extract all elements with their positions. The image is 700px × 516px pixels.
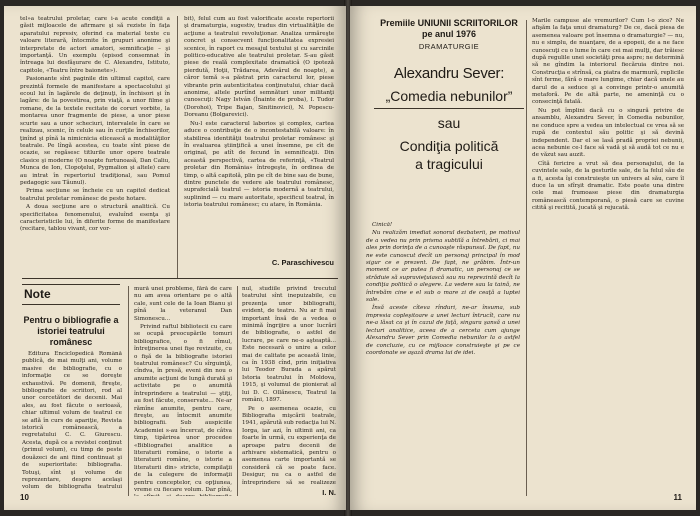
note-label: Note: [22, 284, 120, 305]
note-title: Pentru o bibliografie a istoriei teatrului românesc: [23, 315, 119, 347]
paragraph: Însă aceste cîteva rînduri, ne-ar însuma, sub impresia copleşitoare a unei lecturi întrucît, care nu ne-a lăsat ca şi în cazul de faţă, singura şansă a unei lecturi analitice, aceea de a cerceta cum ajunge Alexandru Sever prin Comedia nebunilor la o astfel de concluzie, cu ce mijloace construieşte şi pe ce coordonate se aşază drama lui de idei.: [366, 305, 520, 356]
page-number: 11: [673, 493, 682, 502]
column-divider: [237, 286, 238, 496]
paragraph: Nu pot împlini dacă cu o singură privire de ansamblu, Alexandru Sever, în Comedia nebunilor, ne conduce spre a vedea un intelectual ce vrea să se rupă de contextul său politic şi să devină independent. Dar el se lasă pradă propriei nebunii, acea nebunie ce-l face să vadă şi să audă tot ce nu e de văzut sau auzit.: [532, 107, 684, 159]
award-title: Premiile UNIUNII SCRIITORILOR: [380, 18, 518, 28]
article-header: [364, 18, 534, 172]
headline-subtitle-2: a tragicului: [415, 156, 483, 172]
note-section: [22, 284, 120, 356]
headline-rule: [374, 108, 524, 109]
paragraph: Pasionante sînt paginile din ultimul capitol, care prezintă formele de manifestare a spectacolului şi ecoul lui în lagărele de deţinuţi, în închisori şi în lagăre: de la povestirea, prin viaţă, a unor filme şi romane, de la textele recitate de coruri vorbite, la montarea unor fragmente de piese, a unor piese scurte sau a unor scheciuri, intervalele în care se realizau, scenic, în celule sau în curţile închisorilor, ţinînd şi pînă la nimicnicia elicească a modalităţilor teatrale. Pe lîngă acestea, cu toate sînt piese de ocazie, se regăsesc titlurile unor opere teatrale clasice şi moderne (O noapte furtunoasă, Dan Caliu, Munca de Ion, Clopoţelul, Pygmalion şi altele) care au intrat în repertoriul tradiţional, sau Pomul pedagogic sau Tăunul).: [20, 76, 170, 186]
paragraph: Editura Enciclopedică Română publică, de mai mulţi ani, volume masive de bibliografie, cu o informaţie ce se doreşte exhaustivă. Pe domenii, fireşte, bibliografie de scriitori, rod al unor cercetători de decenii. Mai ales, au fost făcute o serioasă, chiar ultimul volum de teatrul ce se află în curs de apariţie, Revista istorică românească, a regretatului C. C. Giurescu. Acesta, după ce a revistei conţinut (primul volum), cu timp de peste douăzeci de ani fiind continuat şi de superioritate: bibliografia. Totuşi, sînt şi volume de reprezentare, despre acelaşi volum de bibliografia teatrului: [22, 351, 122, 491]
paragraph: nul, studiile privind trecutul teatrului sînt inepuizabile, cu prezenţa unor bibliografii, evident, de teatru. Nu ar fi mai important însă de a vedea o minimă îngrijire a unor lucrări de bibliografie, o astfel de lucrare, pe care ne-o aşteaptă... Este necesară o unire a celor mai de calitate pe această linie, ca în 1938 cînd, prin iniţiativa lui Teodor Burada a apărut Istoria teatrului în Moldova, 1915, şi volumul de pionierat al lui D. C. Ollănescu, Teatrul la români, 1897.: [242, 286, 336, 404]
headline-joiner: sau: [437, 115, 461, 131]
paragraph: Pe o asemenea ocazie, cu Bibliografia mişcării teatrale, 1941, apărută sub redacţia lui N. Iorga, iar azi, în ultimii ani, ca foarte în urmă, cu experienţa de aproape patru decenii de arhivare sistematică, pentru o asemenea carte importantă se consideră că se poate face. Desigur, nu ca o astfel de întreprindere să se realizeze: [242, 405, 336, 486]
left-column-3: [134, 286, 232, 496]
paragraph: Nu-l este caracterul laborios şi complex, cartea aduce o contribuţie de o incontestabilă valoare: în stabilirea identităţii teatrului proletar românesc şi în evaluarea ştiinţifică a unei însemne, pe cît de original, pe atît de fecund în semnificaţii. Din această perspectivă, cartea de referinţă, «Teatrul proletar din România» întregeşte, în ordinea de timp, o altă capitolă, plin pe cît de bine sau de bune, dintre punctele de vedere ale teatrului românesc, suprafecială teatrul — istoria modernă a teatrului, suplinind — cu mare autoritate, specificul teatral, în istoria teatrului românesc; cu atare, în România.: [184, 120, 334, 209]
page-number: 10: [20, 493, 29, 502]
left-column-2: [184, 16, 334, 256]
paragraph: tel»a teatrului proletar, care i-a acute condiţii a găsit mijloacele de afirmare şi să reziste în faţa aparatului represiv, oferind ca material texte cu valoare literară, întocmite în grupuri anonime şi interpretate de actori amatori, semnificaţie – şi importanţă. Un exemplu (episod consemnat în întreaga lui desfăşurare de C. Alexandru, Istituto, capitole, «Teatru între baionete»).: [20, 16, 170, 74]
right-column-2: [532, 18, 684, 496]
award-year: pe anul 1976: [421, 29, 477, 39]
paragraph: Marile campuse ale vremurilor? Cum l-o zice? Ne afişăm la faţa unui dramaturg? De ce, dacă piesa de asemenea valoare pot însemna o dramaturgie? — nu, nu e simplu, de nuanţare, de a epopeii, de a ne face cunoscuţi cu o lume în care cei mai mulţi, dar trăiesc după regulile unei societăţi prea aspre; ne determină să ne gîndim la interiorul fiecăruia dintre noi. Construcţia e strînsă, ca piatra de marmură, replicile sînt ferme, fără o mare lungime, chiar dacă unele au darul de a seduce şi a convinge printr-o anumită metaforă. Pe de altă parte, ne ameninţă cu o consecinţă fatală.: [532, 18, 684, 106]
column-divider: [526, 20, 527, 496]
section-rule: [22, 278, 338, 279]
left-column-1: [20, 16, 170, 284]
paragraph: mură unei probleme, fără de care nu am avea orientare pe o altă cale, sunt cele de la Ioan Bianu şi pînă la veteranul Dan Simonescu...: [134, 286, 232, 322]
note-signature: I. N.: [322, 488, 336, 497]
headline-author: Alexandru Sever:: [393, 65, 505, 82]
left-page: [4, 6, 346, 510]
note-body: [22, 351, 122, 491]
paragraph: Prima secţiune se încheie cu un capitol dedicat teatrului proletar românesc de peste hotare.: [20, 188, 170, 202]
right-column-1: [366, 222, 520, 492]
right-page: [350, 6, 696, 510]
column-divider: [177, 16, 178, 278]
left-column-4: [242, 286, 336, 486]
headline-subtitle-1: Condiţia politică: [399, 138, 499, 154]
section-label: DRAMATURGIE: [418, 42, 480, 51]
paragraph: bit), felul cum au fost valorificate aceste repertorii şi dramaturgia, sugestiv, tradus din virtualităţile de acţiune a teatrului revoluţionar. Analiza urmăreşte concret şi consecvent funcţionalitatea expresiei scenice, în raport cu mesajul textului şi cu sarcinile politico-educative ale teatrului proletar. S-au găsit piese de reală complexitate dramatică (O ipoteză pierdută, Hoţii, Trădarea, Adevărul de noapte), a căror temă s-a păstrat prin caracterul lor, piese vibrante prin autenticitatea conţinutului, chiar dacă anonime, altele purtînd semnături unor militanţi cunoscuţi: Nagy István (Înainte de proba), I. Tudor (Dorohoi), Tripe Bajan, Sinitinovici), N. Popescu-Doreanu (Bolgarevici).: [184, 16, 334, 119]
headline-play: „Comedia nebunilor”: [385, 88, 513, 104]
column-divider: [128, 286, 129, 496]
paragraph: Privind raftul bibliotecii cu care se ocupă preocupările tomuri bibliografice, o fi rîmul, întreţinerea unei fişe revizuite, cu o fişă de la bibliografie istoriei teatrului românesc? Cu sîrguinţă, cîndva, în presă, eveni din nou o anumite acţiuni de lungă durată şi activitate pe o anumită întreprindere a teatrului — ştiţi, au fost făcute, conservate... Ne-ar rămîne anumite, pentru care, fireşte, au întocmit anumite bibliografii. Sub auspiciile Academiei s-au încercat, de câtva timp, tipărirea unor procedee «Bibliografiei analitice a literaturii române, o istorie a literaturii române, o istorie a literaturii din» stricte, compilaţii de la culegere de informaţii pentru conceptelor, cu opţiunea, vreme cu fiecare volum. Dar pînă,: [134, 324, 232, 493]
paragraph: A doua secţiune are o structură analitică. Cu specificitatea fenomenului, evaluînd esenţa şi caracteristicile lui, în diferite forme de manifestare (recitare, tablou vivant, cor vor-: [20, 204, 170, 233]
paragraph: Cîtă fericire a vrut să dea personajului, de la cuvintele sale, de la gesturile sale, de la felul său de a fi, acesta îşi construieşte un univers al său, care îl duce la un sfîrşit dramatic. Este poate una dintre cele mai frumoase piese din dramaturgia românească contemporană, o piesă care se cuvine citită şi recitită, jucată şi rejucată.: [532, 160, 684, 212]
review-signature: C. Paraschivescu: [271, 258, 334, 267]
paragraph: Nu realizăm imediat sonorul dezbaterii, pe motivul de a vedea nu prin prisma subtilă a întrebării, ci mai ales prin dorinţa de a cunoaşte răspunsul. De fapt, nu ne este cunoscut decît un personaj principal în mod sigur ce e prezent. De fapt, ne grăbim. Într-un moment ce ar putea fi dramatic, un personaj ce se străduie să supravieţuiască sau nu reprezintă decît la condiţia politică o alegere. La vedere sau la taină, ne întrebăm cine e el sub o mare zi de ceaţă a luptei sale.: [366, 230, 520, 304]
paragraph: Cinică!: [372, 222, 393, 228]
